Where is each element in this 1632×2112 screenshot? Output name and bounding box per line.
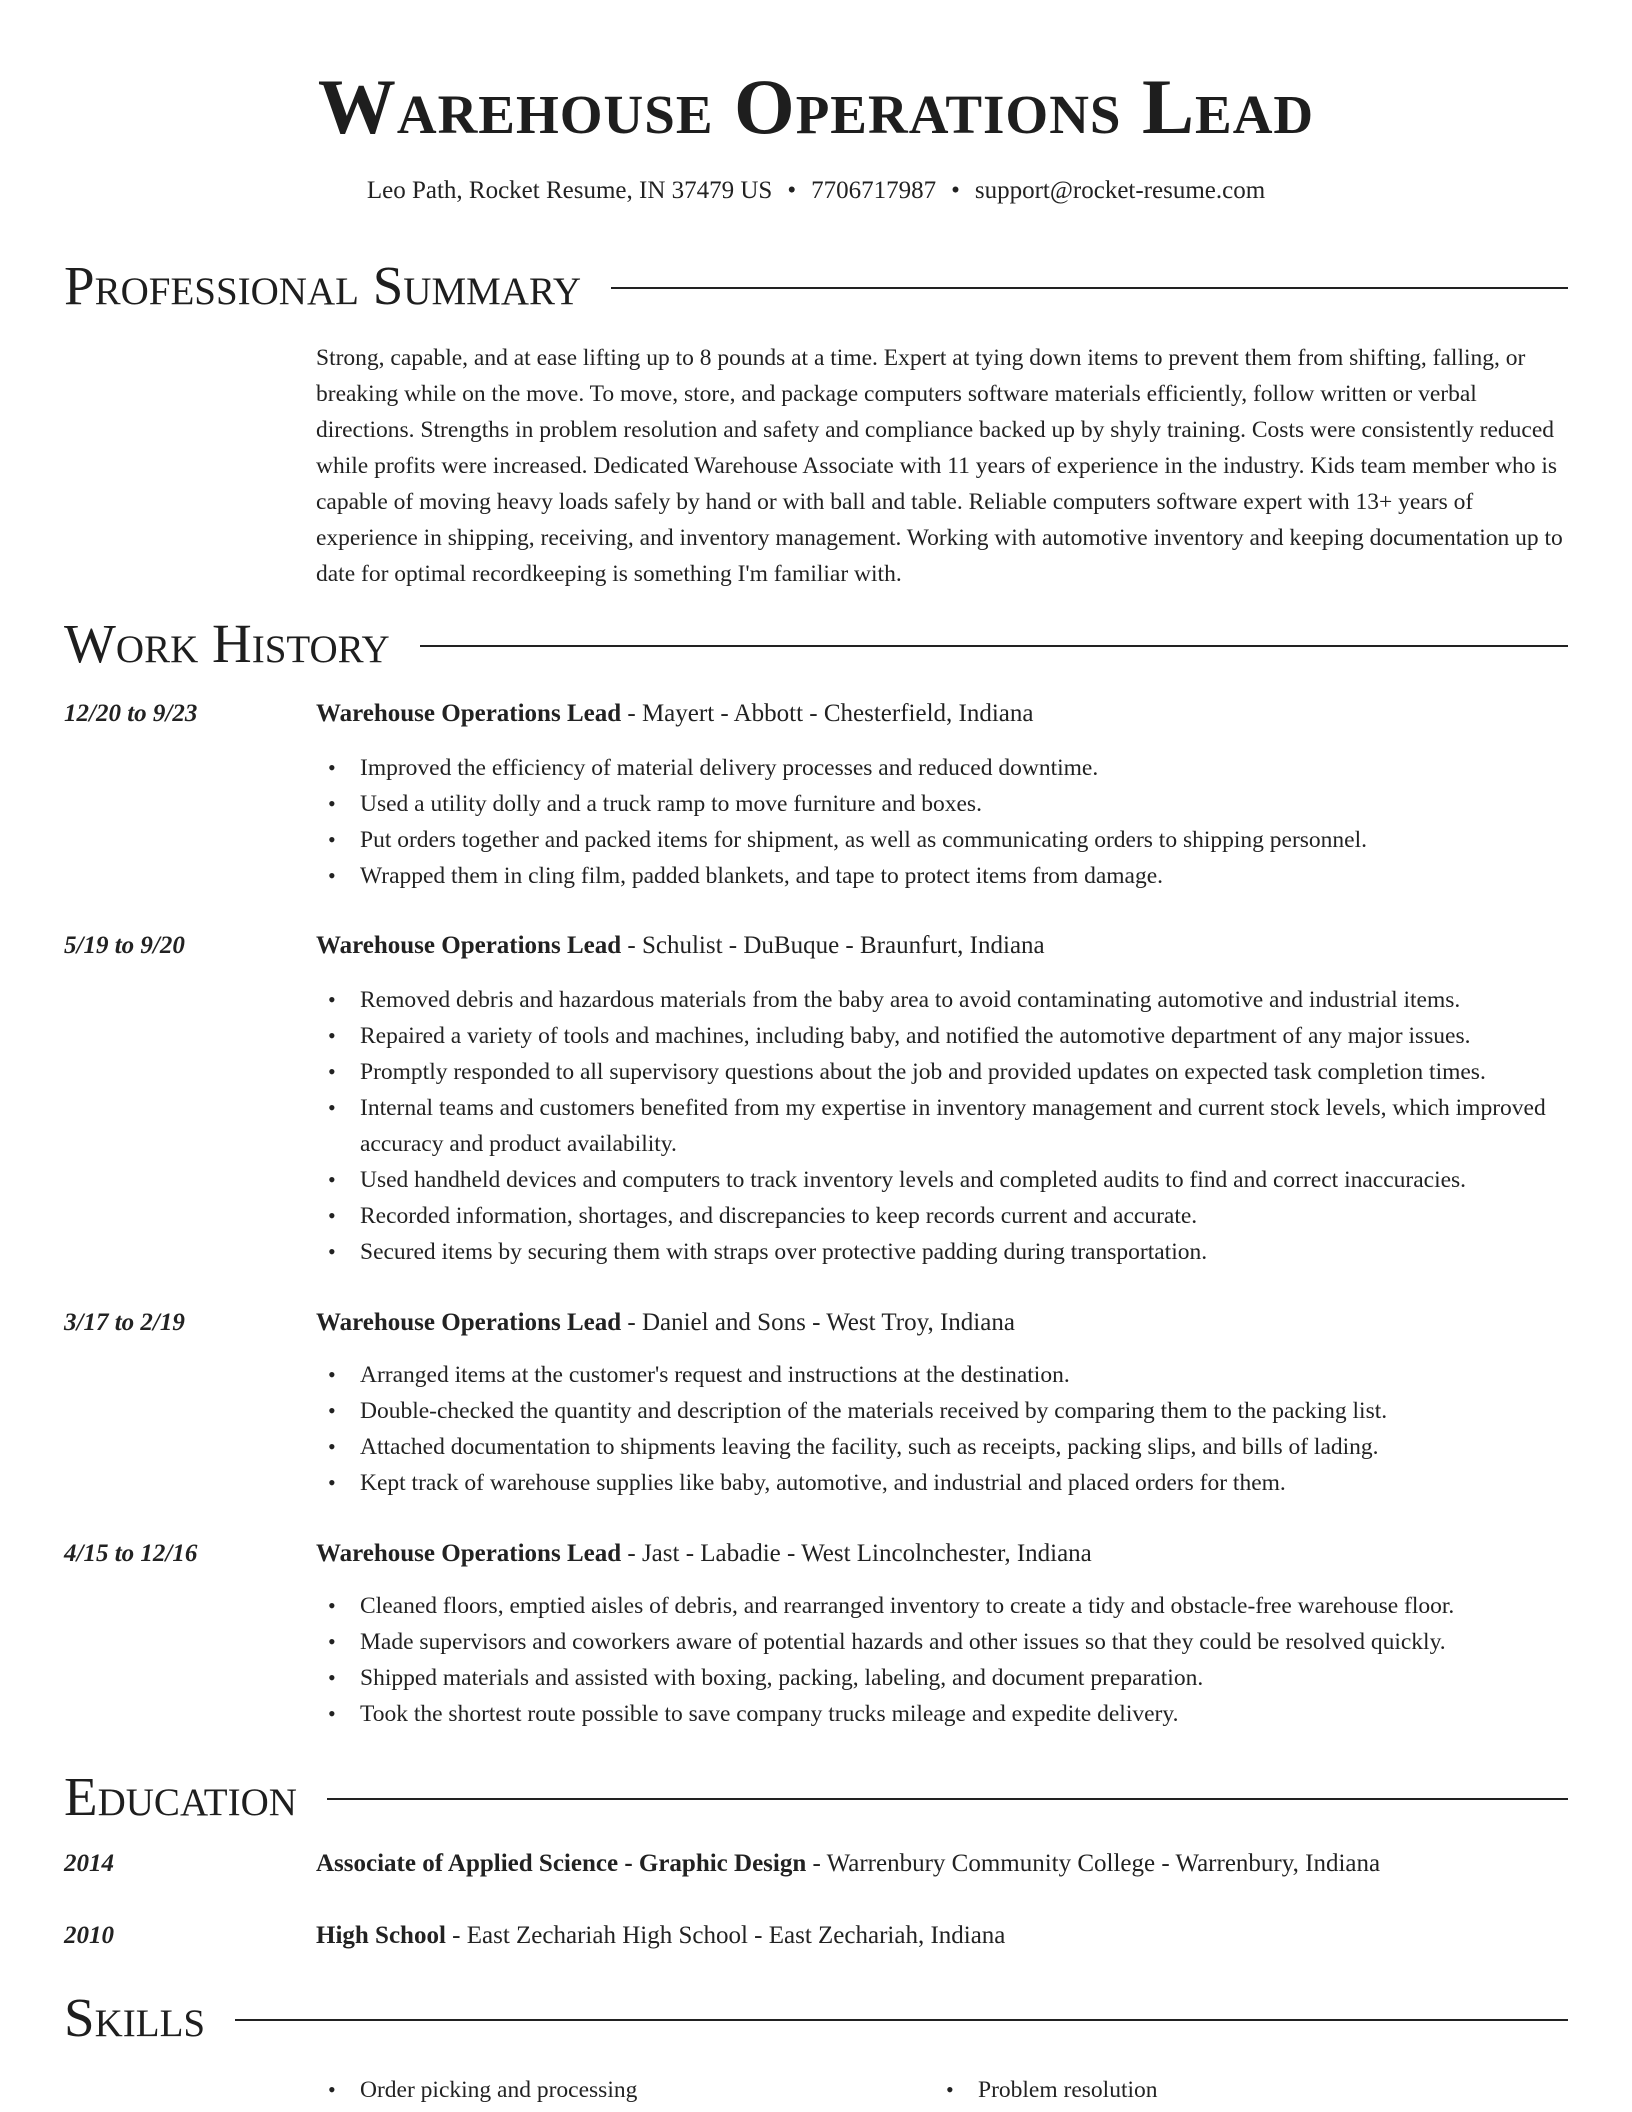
- contact-phone: 7706717987: [811, 177, 937, 204]
- section-title: Skills: [64, 1987, 206, 2048]
- job-bullets: [316, 1588, 1572, 1732]
- list-item: • Improved the efficiency of material delivery processes and reduced downtime.: [316, 750, 1572, 786]
- education-headline: [316, 1918, 1572, 1954]
- list-item: • Attached documentation to shipments leaving the facility, such as receipts, packing slips, and bills of lading.: [316, 1429, 1572, 1465]
- education-entry: [64, 1846, 1572, 1886]
- education-year: 2014: [64, 1850, 114, 1877]
- list-item: • Shipped materials and assisted with boxing, packing, labeling, and document preparation.: [316, 1660, 1572, 1696]
- summary-section-heading: [64, 254, 1568, 318]
- job-bullets: [316, 750, 1572, 894]
- skills-section-heading: [64, 1986, 1568, 2050]
- list-item: • Kept track of warehouse supplies like baby, automotive, and industrial and placed orders for them.: [316, 1465, 1572, 1501]
- contact-separator: •: [787, 177, 797, 204]
- resume-title: Warehouse Operations Lead: [317, 63, 1315, 150]
- list-item: • Double-checked the quantity and description of the materials received by comparing them to the packing list.: [316, 1393, 1572, 1429]
- list-item: • Recorded information, shortages, and discrepancies to keep records current and accurate.: [316, 1198, 1572, 1234]
- education-section-heading: [64, 1765, 1568, 1829]
- section-divider: [235, 2019, 1568, 2021]
- section-title: Professional Summary: [64, 255, 582, 316]
- section-title: Education: [64, 1766, 297, 1827]
- section-title: Work History: [64, 613, 390, 674]
- list-item: • Made supervisors and coworkers aware of potential hazards and other issues so that they could be resolved quickly.: [316, 1624, 1572, 1660]
- section-divider: [327, 1798, 1568, 1800]
- list-item: • Arranged items at the customer's request and instructions at the destination.: [316, 1357, 1572, 1393]
- education-year: 2010: [64, 1922, 114, 1949]
- job-entry: [64, 1536, 1572, 1732]
- education-school: - East Zechariah High School - East Zechariah, Indiana: [445, 1922, 1006, 1949]
- summary-text: Strong, capable, and at ease lifting up to 8 pounds at a time. Expert at tying down items to prevent them from shifting, falling, or breaking while on the move. To move, store, and package computers software materials efficiently, follow written or verbal directions. Strengths in problem resolution and safety and compliance backed up by shyly training. Costs were consistently reduced while profits were increased. Dedicated Warehouse Associate with 11 years of experience in the industry. Kids team member who is capable of moving heavy loads safely by hand or with ball and table. Reliable computers software expert with 13+ years of experience in shipping, receiving, and inventory management. Working with automotive inventory and keeping documentation up to date for optimal recordkeeping is something I'm familiar with.: [316, 345, 1563, 587]
- list-item: • Promptly responded to all supervisory questions about the job and provided updates on expected task completion times.: [316, 1054, 1572, 1090]
- education-entry: [64, 1918, 1572, 1958]
- skills-list: [316, 2072, 1572, 2112]
- list-item: • Used handheld devices and computers to track inventory levels and completed audits to find and correct inaccuracies.: [316, 1162, 1572, 1198]
- list-item: • Used a utility dolly and a truck ramp to move furniture and boxes.: [316, 786, 1572, 822]
- job-title: Warehouse Operations Lead: [316, 932, 622, 959]
- job-headline: [316, 1536, 1572, 1572]
- job-dates: 12/20 to 9/23: [64, 700, 198, 727]
- job-bullets: [316, 982, 1572, 1270]
- job-employer: - Jast - Labadie - West Lincolnchester, Indiana: [621, 1540, 1092, 1567]
- job-title: Warehouse Operations Lead: [316, 1309, 622, 1336]
- job-title: Warehouse Operations Lead: [316, 1540, 622, 1567]
- list-item: • Secured items by securing them with straps over protective padding during transportation.: [316, 1234, 1572, 1270]
- job-headline: [316, 696, 1572, 732]
- work-section-heading: [64, 612, 1568, 676]
- education-degree: Associate of Applied Science - Graphic Design: [316, 1850, 807, 1877]
- job-employer: - Mayert - Abbott - Chesterfield, Indiana: [621, 700, 1034, 727]
- job-employer: - Schulist - DuBuque - Braunfurt, Indiana: [621, 932, 1045, 959]
- contact-email: support@rocket-resume.com: [974, 177, 1266, 204]
- job-headline: [316, 928, 1572, 964]
- job-bullets: [316, 1357, 1572, 1501]
- education-school: - Warrenbury Community College - Warrenbury, Indiana: [806, 1850, 1381, 1877]
- job-dates: 4/15 to 12/16: [64, 1540, 198, 1567]
- list-item: • Cleaned floors, emptied aisles of debris, and rearranged inventory to create a tidy and obstacle-free warehouse floor.: [316, 1588, 1572, 1624]
- education-headline: [316, 1846, 1572, 1882]
- job-entry: [64, 928, 1572, 1268]
- job-title: Warehouse Operations Lead: [316, 700, 622, 727]
- list-item: • Repaired a variety of tools and machines, including baby, and notified the automotive department of any major issues.: [316, 1018, 1572, 1054]
- contact-separator: •: [951, 177, 960, 204]
- section-divider: [420, 645, 1568, 647]
- list-item: • Removed debris and hazardous materials from the baby area to avoid contaminating automotive and industrial items.: [316, 982, 1572, 1018]
- list-item: • Internal teams and customers benefited from my expertise in inventory management and current stock levels, which improved accuracy and product availability.: [316, 1090, 1572, 1162]
- job-dates: 3/17 to 2/19: [64, 1309, 185, 1336]
- section-divider: [611, 287, 1568, 289]
- list-item: • Took the shortest route possible to save company trucks mileage and expedite delivery.: [316, 1696, 1572, 1732]
- list-item: • Put orders together and packed items for shipment, as well as communicating orders to shipping personnel.: [316, 822, 1572, 858]
- skill-item: • Problem resolution: [934, 2072, 1552, 2108]
- contact-address: Leo Path, Rocket Resume, IN 37479 US: [366, 177, 773, 204]
- education-degree: High School: [316, 1922, 446, 1949]
- contact-line: [0, 174, 1632, 208]
- job-headline: [316, 1305, 1572, 1341]
- job-dates: 5/19 to 9/20: [64, 932, 185, 959]
- list-item: • Wrapped them in cling film, padded blankets, and tape to protect items from damage.: [316, 858, 1572, 894]
- skill-item: • Order picking and processing: [316, 2072, 934, 2108]
- job-employer: - Daniel and Sons - West Troy, Indiana: [621, 1309, 1015, 1336]
- job-entry: [64, 696, 1572, 892]
- job-entry: [64, 1305, 1572, 1501]
